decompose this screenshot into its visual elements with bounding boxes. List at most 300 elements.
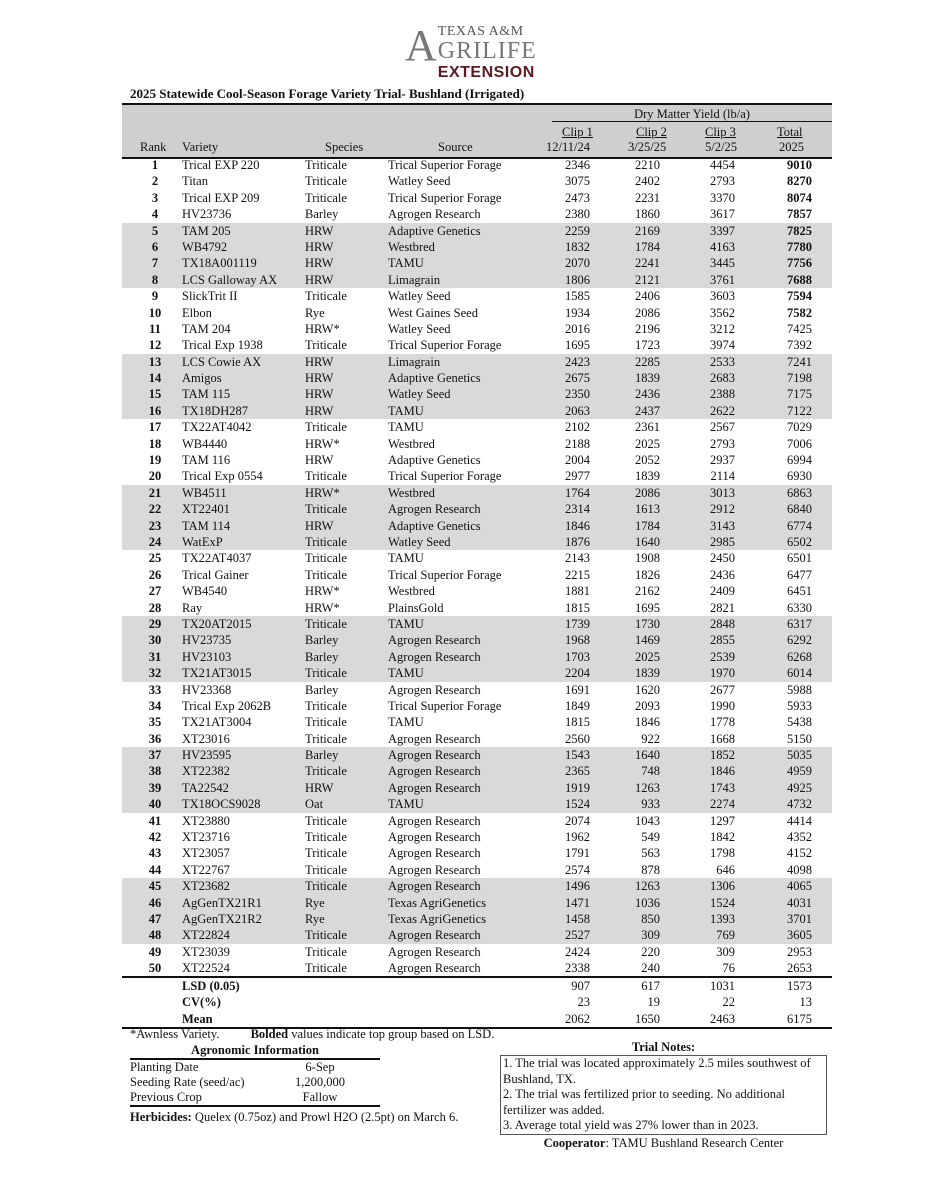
clip2-cell: 922 <box>641 731 660 746</box>
rank-cell: 6 <box>151 239 159 254</box>
total-cell: 8270 <box>787 174 812 189</box>
clip2-cell: 563 <box>641 846 660 861</box>
clip1-cell: 1585 <box>565 289 590 304</box>
rank-cell: 4 <box>151 207 159 222</box>
clip2-cell: 240 <box>641 961 660 976</box>
variety-cell: TX21AT3015 <box>182 666 252 681</box>
clip2-cell: 878 <box>641 862 660 877</box>
clip2-cell: 1846 <box>635 715 660 730</box>
species-cell: HRW <box>305 256 334 271</box>
variety-cell: TAM 116 <box>182 453 231 468</box>
table-row <box>122 567 832 583</box>
table-row <box>122 829 832 845</box>
clip1-cell: 2560 <box>565 731 590 746</box>
table-row <box>122 239 832 255</box>
agronomic-table <box>130 1058 380 1107</box>
source-cell: Trical Superior Forage <box>388 567 502 582</box>
clip2-cell: 1469 <box>635 633 660 648</box>
clip3-cell: 1297 <box>710 813 735 828</box>
clip3-cell: 2821 <box>710 600 735 615</box>
variety-cell: Ray <box>182 600 203 615</box>
clip3-cell: 2912 <box>710 502 735 517</box>
clip3-cell: 646 <box>716 862 735 877</box>
clip1-cell: 1739 <box>565 616 590 631</box>
dry-matter-yield-header: Dry Matter Yield (lb/a) <box>552 107 832 122</box>
clip2-cell: 1620 <box>635 682 660 697</box>
species-cell: Triticale <box>305 862 347 877</box>
table-row <box>122 649 832 665</box>
species-cell: Triticale <box>305 616 347 631</box>
table-row <box>122 534 832 550</box>
clip1-cell: 1832 <box>565 239 590 254</box>
agronomic-label: Seeding Rate (seed/ac) <box>130 1075 245 1089</box>
source-cell: Trical Superior Forage <box>388 698 502 713</box>
source-cell: Trical Superior Forage <box>388 469 502 484</box>
clip3-cell: 4163 <box>710 239 735 254</box>
trial-notes-box <box>500 1055 827 1135</box>
total-cell: 6292 <box>787 633 812 648</box>
awnless-note: *Awnless Variety. <box>130 1027 220 1041</box>
agrilife-logo <box>405 21 537 84</box>
total-cell: 6014 <box>787 666 812 681</box>
variety-cell: WB4540 <box>182 584 228 599</box>
clip2-cell: 2402 <box>635 174 660 189</box>
total-cell: 6994 <box>787 453 812 468</box>
source-cell: West Gaines Seed <box>388 305 478 320</box>
header-variety: Variety <box>182 140 219 154</box>
clip1-cell: 1849 <box>565 698 590 713</box>
species-cell: HRW* <box>305 321 340 336</box>
source-cell: Limagrain <box>388 272 441 287</box>
stat-label: Mean <box>182 1011 213 1026</box>
species-cell: Triticale <box>305 830 347 845</box>
table-row <box>122 337 832 353</box>
species-cell: Triticale <box>305 813 347 828</box>
clip2-cell: 1723 <box>635 338 660 353</box>
clip1-cell: 2423 <box>565 354 590 369</box>
clip3-cell: 2985 <box>710 534 735 549</box>
table-row <box>122 190 832 206</box>
clip1-cell: 2143 <box>565 551 590 566</box>
rank-cell: 16 <box>148 403 162 418</box>
clip3-cell: 2450 <box>710 551 735 566</box>
clip3-cell: 2793 <box>710 436 735 451</box>
clip1-cell: 2004 <box>565 453 590 468</box>
table-row <box>122 747 832 763</box>
table-row <box>122 255 832 271</box>
clip2-cell: 1860 <box>635 207 660 222</box>
species-cell: Triticale <box>305 731 347 746</box>
table-row <box>122 862 832 878</box>
variety-cell: TX20AT2015 <box>182 616 252 631</box>
clip2-cell: 1839 <box>635 469 660 484</box>
clip3-cell: 1842 <box>710 830 735 845</box>
rank-cell: 15 <box>148 387 162 402</box>
rank-cell: 5 <box>151 223 159 238</box>
clip3-cell: 3445 <box>710 256 735 271</box>
clip1-cell: 2380 <box>565 207 590 222</box>
total-cell: 7198 <box>787 371 812 386</box>
species-cell: Triticale <box>305 534 347 549</box>
variety-cell: WB4792 <box>182 239 228 254</box>
clip3-cell: 1846 <box>710 764 735 779</box>
species-cell: Rye <box>305 895 325 910</box>
source-cell: Agrogen Research <box>388 879 481 894</box>
rank-cell: 50 <box>148 961 162 976</box>
clip1-cell: 1458 <box>565 911 590 926</box>
total-cell: 5438 <box>787 715 812 730</box>
table-row <box>122 911 832 927</box>
total-cell: 6840 <box>787 502 812 517</box>
rank-cell: 7 <box>151 256 159 271</box>
species-cell: Triticale <box>305 190 347 205</box>
variety-cell: TX22AT4037 <box>182 551 252 566</box>
clip3-cell: 1852 <box>710 748 735 763</box>
total-cell: 8074 <box>787 190 812 205</box>
clip1-cell: 1695 <box>565 338 590 353</box>
header-rank: Rank <box>140 140 167 154</box>
total-stat: 6175 <box>787 1011 812 1026</box>
header-clip1-date: 12/11/24 <box>546 140 590 154</box>
clip1-cell: 2102 <box>565 420 590 435</box>
rank-cell: 21 <box>148 485 162 500</box>
total-cell: 2953 <box>787 944 812 959</box>
clip3-cell: 1668 <box>710 731 735 746</box>
clip2-cell: 1043 <box>635 813 660 828</box>
source-cell: Texas AgriGenetics <box>388 895 487 910</box>
clip2-cell: 1839 <box>635 666 660 681</box>
clip1-cell: 1703 <box>565 649 590 664</box>
variety-cell: Trical Exp 0554 <box>182 469 263 484</box>
rank-cell: 28 <box>148 600 162 615</box>
variety-cell: XT23682 <box>182 879 230 894</box>
clip2-cell: 2285 <box>635 354 660 369</box>
variety-cell: TA22542 <box>182 780 229 795</box>
table-row <box>122 206 832 222</box>
table-row <box>122 550 832 566</box>
source-cell: Adaptive Genetics <box>388 518 481 533</box>
rank-cell: 30 <box>148 633 162 648</box>
source-cell: Agrogen Research <box>388 944 481 959</box>
clip1-cell: 2346 <box>565 158 590 172</box>
clip2-cell: 2169 <box>635 223 660 238</box>
source-cell: Watley Seed <box>388 534 451 549</box>
clip1-cell: 1846 <box>565 518 590 533</box>
variety-cell: HV23595 <box>182 748 232 763</box>
clip2-cell: 1640 <box>635 534 660 549</box>
species-cell: Triticale <box>305 879 347 894</box>
clip2-cell: 1613 <box>635 502 660 517</box>
source-cell: Agrogen Research <box>388 748 481 763</box>
herbicides-text: Quelex (0.75oz) and Prowl H2O (2.5pt) on March 6. <box>191 1110 459 1124</box>
clip2-cell: 2025 <box>635 649 660 664</box>
source-cell: Adaptive Genetics <box>388 223 481 238</box>
clip1-cell: 2016 <box>565 321 590 336</box>
source-cell: PlainsGold <box>388 600 444 615</box>
total-cell: 4352 <box>787 830 812 845</box>
rank-cell: 11 <box>149 321 161 336</box>
logo-line3: EXTENSION <box>437 64 535 81</box>
total-cell: 7756 <box>787 256 812 271</box>
variety-cell: Amigos <box>182 371 222 386</box>
table-row <box>122 895 832 911</box>
agronomic-label: Planting Date <box>130 1060 199 1074</box>
species-cell: Barley <box>305 649 339 664</box>
source-cell: Westbred <box>388 584 435 599</box>
species-cell: Triticale <box>305 469 347 484</box>
clip3-cell: 3143 <box>710 518 735 533</box>
variety-cell: HV23368 <box>182 682 232 697</box>
variety-cell: HV23736 <box>182 207 232 222</box>
table-row <box>122 321 832 337</box>
clip1-cell: 1815 <box>565 715 590 730</box>
total-cell: 6863 <box>787 485 812 500</box>
clip1-cell: 2675 <box>565 371 590 386</box>
source-cell: TAMU <box>388 797 424 812</box>
source-cell: Trical Superior Forage <box>388 158 502 172</box>
clip3-cell: 2677 <box>710 682 735 697</box>
source-cell: TAMU <box>388 403 424 418</box>
clip3-cell: 2937 <box>710 453 735 468</box>
clip3-cell: 3562 <box>710 305 735 320</box>
clip3-cell: 769 <box>716 928 735 943</box>
variety-cell: XT23716 <box>182 830 230 845</box>
clip3-cell: 3603 <box>710 289 735 304</box>
table-row <box>122 288 832 304</box>
clip2-cell: 1640 <box>635 748 660 763</box>
clip2-cell: 2231 <box>635 190 660 205</box>
species-cell: HRW* <box>305 584 340 599</box>
clip2-cell: 2436 <box>635 387 660 402</box>
variety-cell: HV23735 <box>182 633 232 648</box>
rank-cell: 9 <box>151 289 159 304</box>
variety-cell: TAM 114 <box>182 518 231 533</box>
rank-cell: 36 <box>148 731 162 746</box>
total-cell: 7582 <box>787 305 812 320</box>
herbicides-label: Herbicides: <box>130 1110 192 1124</box>
bolded-note: values indicate top group based on LSD. <box>288 1027 495 1041</box>
total-cell: 7780 <box>787 239 812 254</box>
species-cell: Barley <box>305 748 339 763</box>
logo-text-stack <box>438 24 537 82</box>
table-row <box>122 682 832 698</box>
rank-cell: 27 <box>148 584 162 599</box>
rank-cell: 46 <box>148 895 162 910</box>
clip3-cell: 76 <box>722 961 735 976</box>
table-row <box>122 272 832 288</box>
total-cell: 4414 <box>787 813 812 828</box>
stats-row <box>122 978 832 994</box>
clip3-cell: 3013 <box>710 485 735 500</box>
species-cell: Triticale <box>305 158 347 172</box>
species-cell: HRW <box>305 272 334 287</box>
source-cell: Agrogen Research <box>388 862 481 877</box>
source-cell: Agrogen Research <box>388 649 481 664</box>
variety-table-body <box>122 157 832 977</box>
variety-cell: XT23039 <box>182 944 230 959</box>
rank-cell: 45 <box>148 879 162 894</box>
species-cell: Triticale <box>305 289 347 304</box>
total-cell: 5988 <box>787 682 812 697</box>
total-cell: 7029 <box>787 420 812 435</box>
header-total-year: 2025 <box>779 140 804 154</box>
clip3-stat: 2463 <box>710 1011 735 1026</box>
table-row <box>122 698 832 714</box>
variety-cell: AgGenTX21R2 <box>182 911 262 926</box>
header-species: Species <box>325 140 364 154</box>
rank-cell: 13 <box>148 354 162 369</box>
rank-cell: 34 <box>148 698 162 713</box>
table-row <box>122 468 832 484</box>
source-cell: Texas AgriGenetics <box>388 911 487 926</box>
clip3-cell: 1393 <box>710 911 735 926</box>
table-row <box>122 632 832 648</box>
clip3-cell: 2855 <box>710 633 735 648</box>
variety-cell: Trical Exp 2062B <box>182 698 272 713</box>
source-cell: Westbred <box>388 239 435 254</box>
source-cell: Agrogen Research <box>388 764 481 779</box>
clip3-cell: 1306 <box>710 879 735 894</box>
total-cell: 7594 <box>787 289 812 304</box>
rank-cell: 29 <box>148 616 162 631</box>
total-cell: 6330 <box>787 600 812 615</box>
clip3-cell: 2388 <box>710 387 735 402</box>
clip2-cell: 309 <box>641 928 660 943</box>
total-cell: 4925 <box>787 780 812 795</box>
species-cell: Triticale <box>305 338 347 353</box>
agronomic-row <box>130 1060 380 1075</box>
table-row <box>122 813 832 829</box>
total-cell: 4031 <box>787 895 812 910</box>
source-cell: TAMU <box>388 551 424 566</box>
source-cell: Agrogen Research <box>388 846 481 861</box>
total-cell: 7006 <box>787 436 812 451</box>
species-cell: Rye <box>305 911 325 926</box>
source-cell: Agrogen Research <box>388 731 481 746</box>
logo-line1: TEXAS A&M <box>437 24 524 39</box>
clip1-cell: 1934 <box>565 305 590 320</box>
variety-cell: WB4440 <box>182 436 228 451</box>
table-row <box>122 403 832 419</box>
clip3-cell: 2683 <box>710 371 735 386</box>
clip1-cell: 2074 <box>565 813 590 828</box>
variety-cell: Elbon <box>182 305 212 320</box>
table-row <box>122 354 832 370</box>
clip3-cell: 2622 <box>710 403 735 418</box>
total-cell: 3701 <box>787 911 812 926</box>
clip3-cell: 2848 <box>710 616 735 631</box>
rank-cell: 33 <box>148 682 162 697</box>
table-row <box>122 665 832 681</box>
species-cell: Triticale <box>305 961 347 976</box>
clip1-cell: 2350 <box>565 387 590 402</box>
total-cell: 6451 <box>787 584 812 599</box>
total-cell: 4065 <box>787 879 812 894</box>
species-cell: Barley <box>305 633 339 648</box>
variety-cell: Trical Exp 1938 <box>182 338 263 353</box>
clip3-cell: 2436 <box>710 567 735 582</box>
variety-cell: XT23016 <box>182 731 230 746</box>
rank-cell: 38 <box>148 764 162 779</box>
rank-cell: 43 <box>148 846 162 861</box>
variety-cell: TAM 205 <box>182 223 231 238</box>
rank-cell: 23 <box>148 518 162 533</box>
rank-cell: 25 <box>148 551 162 566</box>
footnote <box>130 1027 494 1041</box>
rank-cell: 31 <box>148 649 162 664</box>
total-cell: 6317 <box>787 616 812 631</box>
variety-cell: XT23057 <box>182 846 230 861</box>
rank-cell: 37 <box>148 748 162 763</box>
clip1-cell: 1806 <box>565 272 590 287</box>
rank-cell: 3 <box>151 190 159 205</box>
table-row <box>122 731 832 747</box>
herbicides-line <box>130 1110 458 1124</box>
stat-label: LSD (0.05) <box>182 979 240 993</box>
total-stat: 13 <box>799 995 812 1010</box>
variety-cell: XT22382 <box>182 764 230 779</box>
table-row <box>122 452 832 468</box>
logo-line2: GRILIFE <box>437 38 537 64</box>
clip1-cell: 2070 <box>565 256 590 271</box>
table-row <box>122 780 832 796</box>
clip1-cell: 1543 <box>565 748 590 763</box>
agronomic-row <box>130 1090 380 1105</box>
clip1-cell: 2527 <box>565 928 590 943</box>
clip2-stat: 1650 <box>635 1011 660 1026</box>
table-row <box>122 370 832 386</box>
rank-cell: 41 <box>148 813 162 828</box>
clip1-stat: 23 <box>577 995 590 1010</box>
clip3-stat: 1031 <box>710 979 735 993</box>
stats-rows <box>122 976 832 1029</box>
table-row <box>122 878 832 894</box>
clip2-cell: 2406 <box>635 289 660 304</box>
stat-label: CV(%) <box>182 995 221 1010</box>
trial-note: 1. The trial was located approximately 2.5 miles southwest of Bushland, TX. <box>503 1056 811 1086</box>
total-cell: 6501 <box>787 551 812 566</box>
trial-note: 3. Average total yield was 27% lower than in 2023. <box>503 1118 759 1132</box>
species-cell: HRW* <box>305 600 340 615</box>
species-cell: HRW <box>305 403 334 418</box>
total-cell: 4732 <box>787 797 812 812</box>
table-row <box>122 796 832 812</box>
clip2-cell: 1730 <box>635 616 660 631</box>
clip3-cell: 3212 <box>710 321 735 336</box>
header-total: Total <box>777 125 803 139</box>
total-cell: 6268 <box>787 649 812 664</box>
clip1-cell: 2204 <box>565 666 590 681</box>
species-cell: HRW <box>305 780 334 795</box>
variety-cell: TX18OCS9028 <box>182 797 261 812</box>
clip1-cell: 1791 <box>565 846 590 861</box>
source-cell: Limagrain <box>388 354 441 369</box>
source-cell: Agrogen Research <box>388 928 481 943</box>
total-cell: 4959 <box>787 764 812 779</box>
rank-cell: 2 <box>151 174 159 189</box>
clip1-cell: 1919 <box>565 780 590 795</box>
variety-cell: TX21AT3004 <box>182 715 252 730</box>
logo-a-mark: A <box>405 21 437 70</box>
total-cell: 5035 <box>787 748 812 763</box>
clip2-cell: 1784 <box>635 518 660 533</box>
source-cell: Trical Superior Forage <box>388 190 502 205</box>
source-cell: Watley Seed <box>388 321 451 336</box>
rank-cell: 1 <box>151 158 159 172</box>
rank-cell: 35 <box>148 715 162 730</box>
clip1-cell: 2188 <box>565 436 590 451</box>
total-cell: 7688 <box>787 272 812 287</box>
